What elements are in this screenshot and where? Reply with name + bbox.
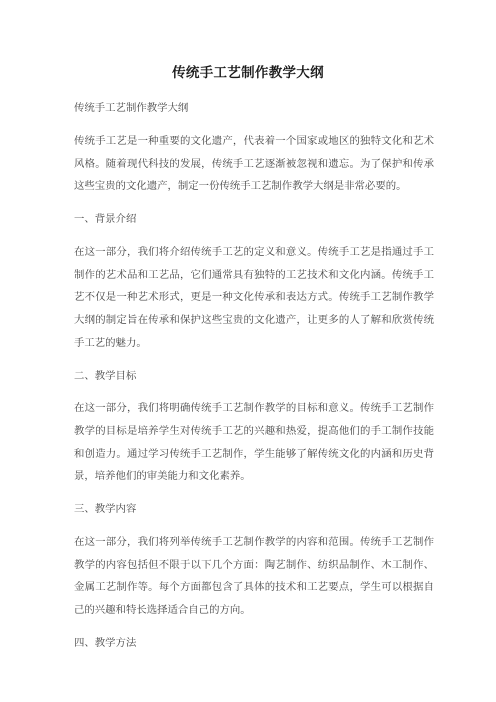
intro-paragraph: 传统手工艺是一种重要的文化遗产，代表着一个国家或地区的独特文化和艺术风格。随着现代科技的发展，传统手工艺逐渐被忽视和遗忘。为了保护和传承这些宝贵的文化遗产，制定一份传统手工艺制作教学大纲是非常必要的。 (74, 134, 434, 193)
section-heading-goals: 二、教学目标 (74, 369, 137, 382)
goals-paragraph: 在这一部分，我们将明确传统手工艺制作教学的目标和意义。传统手工艺制作教学的目标是培养学生对传统手工艺的兴趣和热爱，提高他们的手工制作技能和创造力。通过学习传统手工艺制作，学生能够了解传统文化的内涵和历史背景，培养他们的审美能力和文化素养。 (74, 402, 434, 483)
section-heading-methods: 四、教学方法 (74, 637, 137, 649)
section-heading-background: 一、背景介绍 (74, 213, 137, 226)
background-paragraph: 在这一部分，我们将介绍传统手工艺的定义和意义。传统手工艺是指通过手工制作的艺术品和工艺品，它们通常具有独特的工艺技术和文化内涵。传统手工艺不仅是一种艺术形式，更是一种文化传承和表达方式。传统手工艺制作教学大纲的制定旨在传承和保护这些宝贵的文化遗产，让更多的人了解和欣赏传统手工艺的魅力。 (74, 246, 434, 349)
subtitle-paragraph: 传统手工艺制作教学大纲 (74, 102, 189, 114)
document-title: 传统手工艺制作教学大纲 (172, 65, 324, 81)
content-paragraph: 在这一部分，我们将列举传统手工艺制作教学的内容和范围。传统手工艺制作教学的内容包括但不限于以下几个方面：陶艺制作、纺织品制作、木工制作、金属工艺制作等。每个方面都包含了具体的技术和工艺要点，学生可以根据自己的兴趣和特长选择适合自己的方向。 (74, 536, 434, 617)
section-heading-content: 三、教学内容 (74, 503, 137, 516)
document-body (74, 97, 434, 665)
